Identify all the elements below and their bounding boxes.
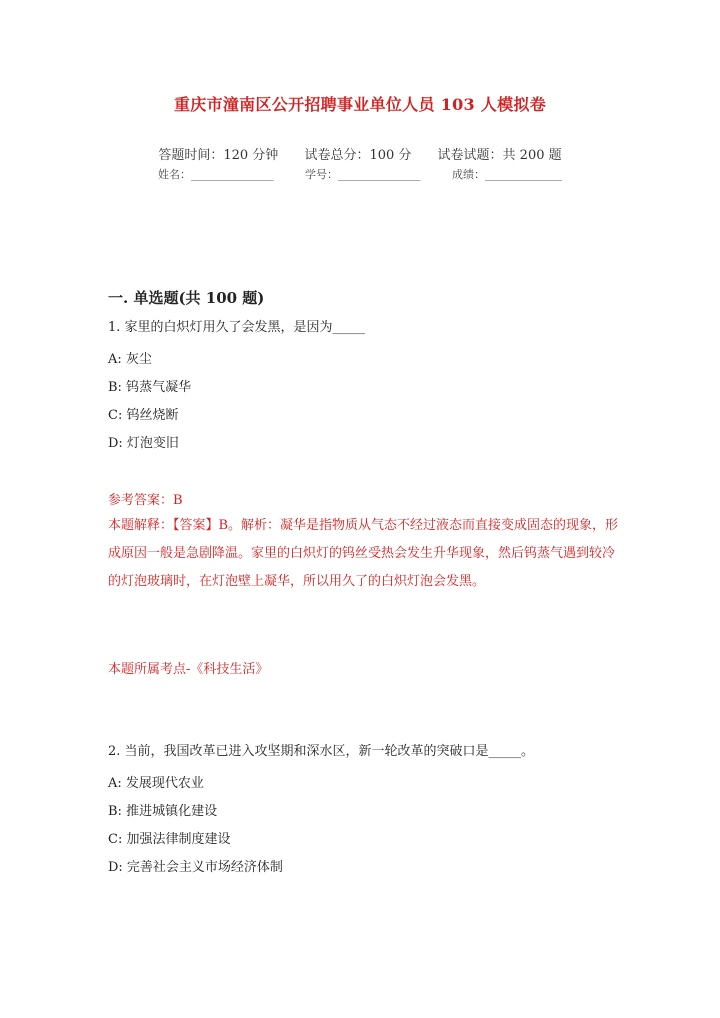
exam-count: 试卷试题：共 200 题 [437, 148, 562, 163]
question-1-option-a: A: 灰尘 [108, 352, 152, 367]
question-1-option-b: B: 钨蒸气凝华 [108, 380, 192, 395]
question-1-explanation: 本题解释：【答案】B。解析：凝华是指物质从气态不经过液态而直接变成固态的现象，形成原因一般是急剧降温。家里的白炽灯的钨丝受热会发生升华现象，然后钨蒸气遇到较冷的灯泡玻璃时，在灯泡壁上凝华，所以用久了的白炽灯泡会发黑。 [108, 518, 619, 589]
exam-meta [0, 144, 720, 163]
question-1-option-c: C: 钨丝烧断 [108, 408, 179, 423]
question-2-option-d: D: 完善社会主义市场经济体制 [108, 860, 283, 875]
question-2-option-a: A: 发展现代农业 [108, 776, 204, 791]
question-1-option-d: D: 灯泡变旧 [108, 436, 179, 451]
question-1-topic: 本题所属考点-《科技生活》 [108, 662, 269, 677]
grade-field: 成绩：______________ [452, 168, 562, 181]
exam-score: 试卷总分：100 分 [304, 148, 412, 163]
section-heading: 一. 单选题(共 100 题) [108, 289, 265, 307]
question-2-option-b: B: 推进城镇化建设 [108, 804, 218, 819]
student-fields [0, 166, 720, 182]
question-1-answer: 参考答案：B [108, 493, 183, 508]
question-2-option-c: C: 加强法律制度建设 [108, 832, 231, 847]
name-field: 姓名：_______________ [158, 168, 274, 181]
id-field: 学号：_______________ [305, 168, 421, 181]
question-2-stem: 2. 当前，我国改革已进入攻坚期和深水区，新一轮改革的突破口是_____。 [108, 744, 535, 759]
exam-time: 答题时间：120 分钟 [158, 148, 279, 163]
exam-title: 重庆市潼南区公开招聘事业单位人员 103 人模拟卷 [173, 95, 547, 114]
question-1-stem: 1. 家里的白炽灯用久了会发黑，是因为_____ [108, 320, 366, 335]
